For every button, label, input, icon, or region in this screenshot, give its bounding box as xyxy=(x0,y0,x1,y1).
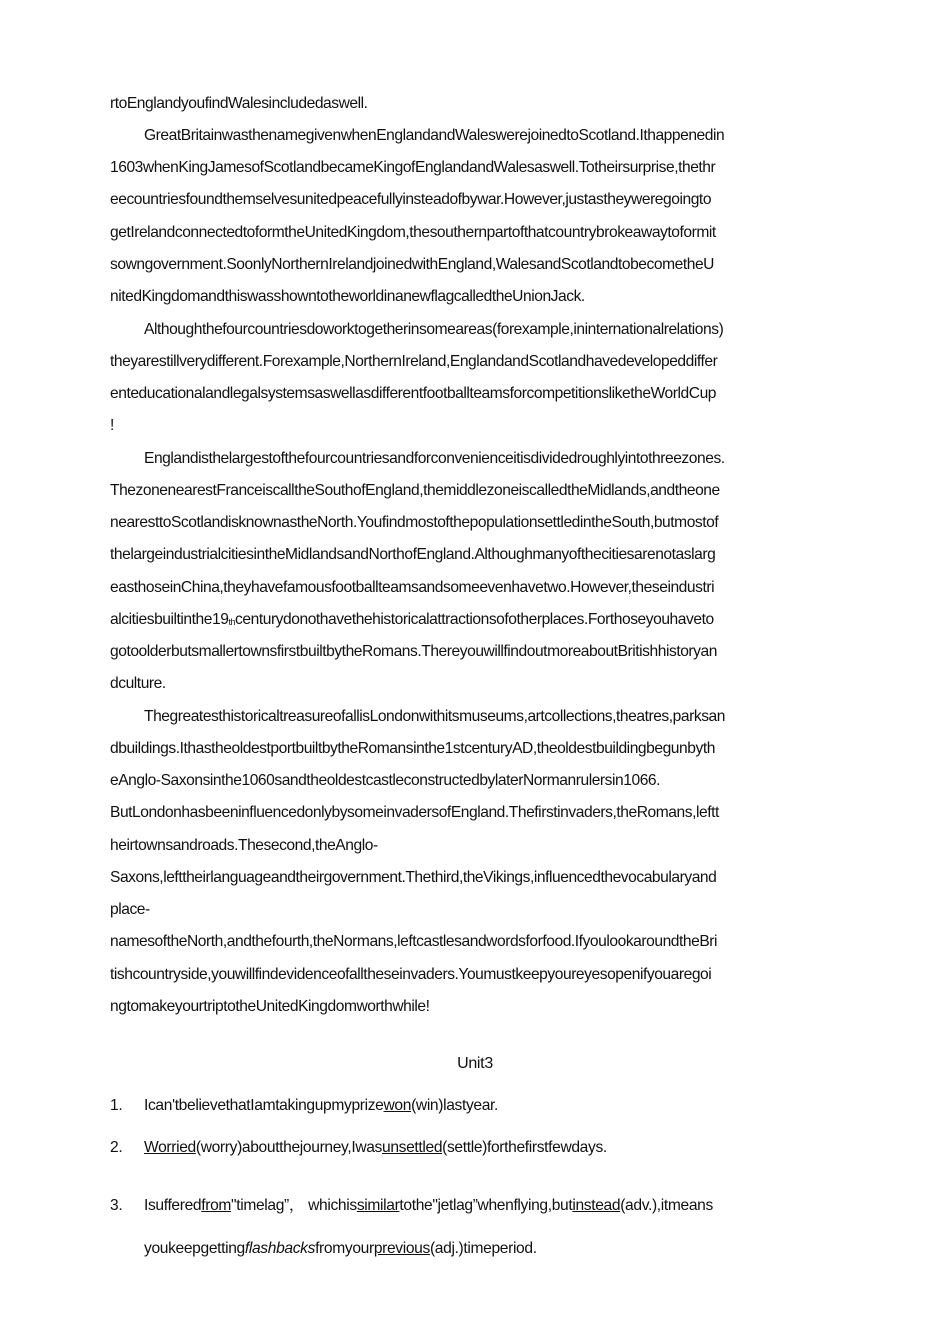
question-stem: "timelag”， whichis xyxy=(231,1197,357,1214)
line-segment: alcitiesbuiltinthe19 xyxy=(110,611,229,628)
paragraph-start-line: ThegreatesthistoricaltreasureofallisLondonwithitsmuseums,artcollections,theatres,parksan xyxy=(144,708,725,725)
passage-line: ngtomakeyourtriptotheUnitedKingdomworthwhile! xyxy=(110,998,430,1015)
passage-line: getIrelandconnectedtoformtheUnitedKingdom,thesouthernpartofthatcountrybrokeawaytoformit xyxy=(110,224,716,241)
question-number: 3. xyxy=(110,1197,123,1214)
passage-line: nitedKingdomandthiswasshowntotheworldinanewflagcalledtheUnionJack. xyxy=(110,288,585,305)
answer-blank: won xyxy=(383,1097,412,1114)
question-stem: youkeepgetting xyxy=(144,1240,245,1257)
answer-blank: from xyxy=(201,1197,232,1214)
question-number: 2. xyxy=(110,1139,123,1156)
question-stem: tothe"jetlag”whenflying,but xyxy=(399,1197,573,1214)
question-text xyxy=(144,1092,498,1120)
answer-blank: similar xyxy=(356,1197,400,1214)
question-number: 1. xyxy=(110,1097,123,1114)
question-3-continuation xyxy=(144,1235,870,1263)
passage-line: dculture. xyxy=(110,675,166,692)
superscript-th: th xyxy=(228,617,236,627)
answer-blank: previous xyxy=(373,1240,430,1257)
unit-heading: Unit3 xyxy=(457,1055,493,1072)
passage-line: sowngovernment.SoonlyNorthernIrelandjoinedwithEngland,WalesandScotlandtobecometheU xyxy=(110,256,714,273)
answer-blank: Worried xyxy=(144,1139,196,1156)
question-stem: Isuffered xyxy=(144,1197,202,1214)
question-stem: Ican'tbelievethatIamtakingupmyprize xyxy=(144,1097,384,1114)
question-stem: (worry)aboutthejourney,Iwas xyxy=(195,1139,382,1156)
paragraph-start-line: Althoughthefourcountriesdoworktogetherinsomeareas(forexample,ininternationalrelations) xyxy=(144,321,724,338)
question-stem: (win)lastyear. xyxy=(411,1097,499,1114)
answer-blank: unsettled xyxy=(382,1139,443,1156)
question-1 xyxy=(110,1092,870,1120)
question-text xyxy=(144,1192,713,1220)
passage-line: dbuildings.IthastheoldestportbuiltbytheRomansinthe1stcenturyAD,theoldestbuildingbegunbyth xyxy=(110,740,715,757)
line-segment: centurydonothavethehistoricalattractionsofotherplaces.Forthoseyouhaveto xyxy=(235,611,714,628)
question-stem: (adv.),itmeans xyxy=(620,1197,713,1214)
answer-blank: instead xyxy=(572,1197,621,1214)
question-stem: (settle)forthefirstfewdays. xyxy=(442,1139,607,1156)
passage-line: enteducationalandlegalsystemsaswellasdifferentfootballteamsforcompetitionsliketheWorldCup xyxy=(110,385,717,402)
passage-line: namesoftheNorth,andthefourth,theNormans,leftcastlesandwordsforfood.IfyoulookaroundtheBri xyxy=(110,933,718,950)
passage-line xyxy=(110,606,870,634)
passage-line: nearesttoScotlandisknownastheNorth.YoufindmostofthepopulationsettledintheSouth,butmostof xyxy=(110,514,719,531)
question-text xyxy=(144,1134,607,1162)
passage-line: place- xyxy=(110,901,150,918)
paragraph-start-line: Englandisthelargestofthefourcountriesandforconvenienceitisdividedroughlyintothreezones. xyxy=(144,450,725,467)
paragraph-start-line: GreatBritainwasthenamegivenwhenEnglandandWaleswerejoinedtoScotland.Ithappenedin xyxy=(144,127,725,144)
question-2 xyxy=(110,1134,870,1162)
passage-line: easthoseinChina,theyhavefamousfootballteamsandsomeevenhavetwo.However,theseindustri xyxy=(110,579,715,596)
passage-line: thelargeindustrialcitiesintheMidlandsandNorthofEngland.Althoughmanyofthecitiesarenotaslarg xyxy=(110,546,716,563)
question-3 xyxy=(110,1192,870,1220)
question-stem: fromyour xyxy=(315,1240,374,1257)
italic-term: flashbacks xyxy=(244,1240,316,1257)
passage-line: Saxons,lefttheirlanguageandtheirgovernment.Thethird,theVikings,influencedthevocabularyand xyxy=(110,869,717,886)
passage-line: eAnglo-Saxonsinthe1060sandtheoldestcastleconstructedbylaterNormanrulersin1066. xyxy=(110,772,661,789)
passage-line: ButLondonhasbeeninfluencedonlybysomeinvadersofEngland.Thefirstinvaders,theRomans,leftt xyxy=(110,804,719,821)
passage-line: gotoolderbutsmallertownsfirstbuiltbytheRomans.ThereyouwillfindoutmoreaboutBritishhistoryan xyxy=(110,643,717,660)
passage-line: ThezonenearestFranceiscalltheSouthofEngland,themiddlezoneiscalledtheMidlands,andtheone xyxy=(110,482,720,499)
question-stem: (adj.)timeperiod. xyxy=(429,1240,537,1257)
passage-line: heirtownsandroads.Thesecond,theAnglo- xyxy=(110,837,378,854)
passage-line: tishcountryside,youwillfindevidenceofalltheseinvaders.Youmustkeepyoureyesopenifyouaregoi xyxy=(110,966,712,983)
passage-line: eecountriesfoundthemselvesunitedpeacefullyinsteadofbywar.However,justastheyweregoingto xyxy=(110,191,712,208)
passage-line: ! xyxy=(110,417,114,434)
passage-line: theyarestillverydifferent.Forexample,NorthernIreland,EnglandandScotlandhavedevelopeddiffer xyxy=(110,353,718,370)
passage-line: 1603whenKingJamesofScotlandbecameKingofEnglandandWalesaswell.Totheirsurprise,thethr xyxy=(110,159,716,176)
passage-line: rtoEnglandyoufindWalesincludedaswell. xyxy=(110,95,368,112)
